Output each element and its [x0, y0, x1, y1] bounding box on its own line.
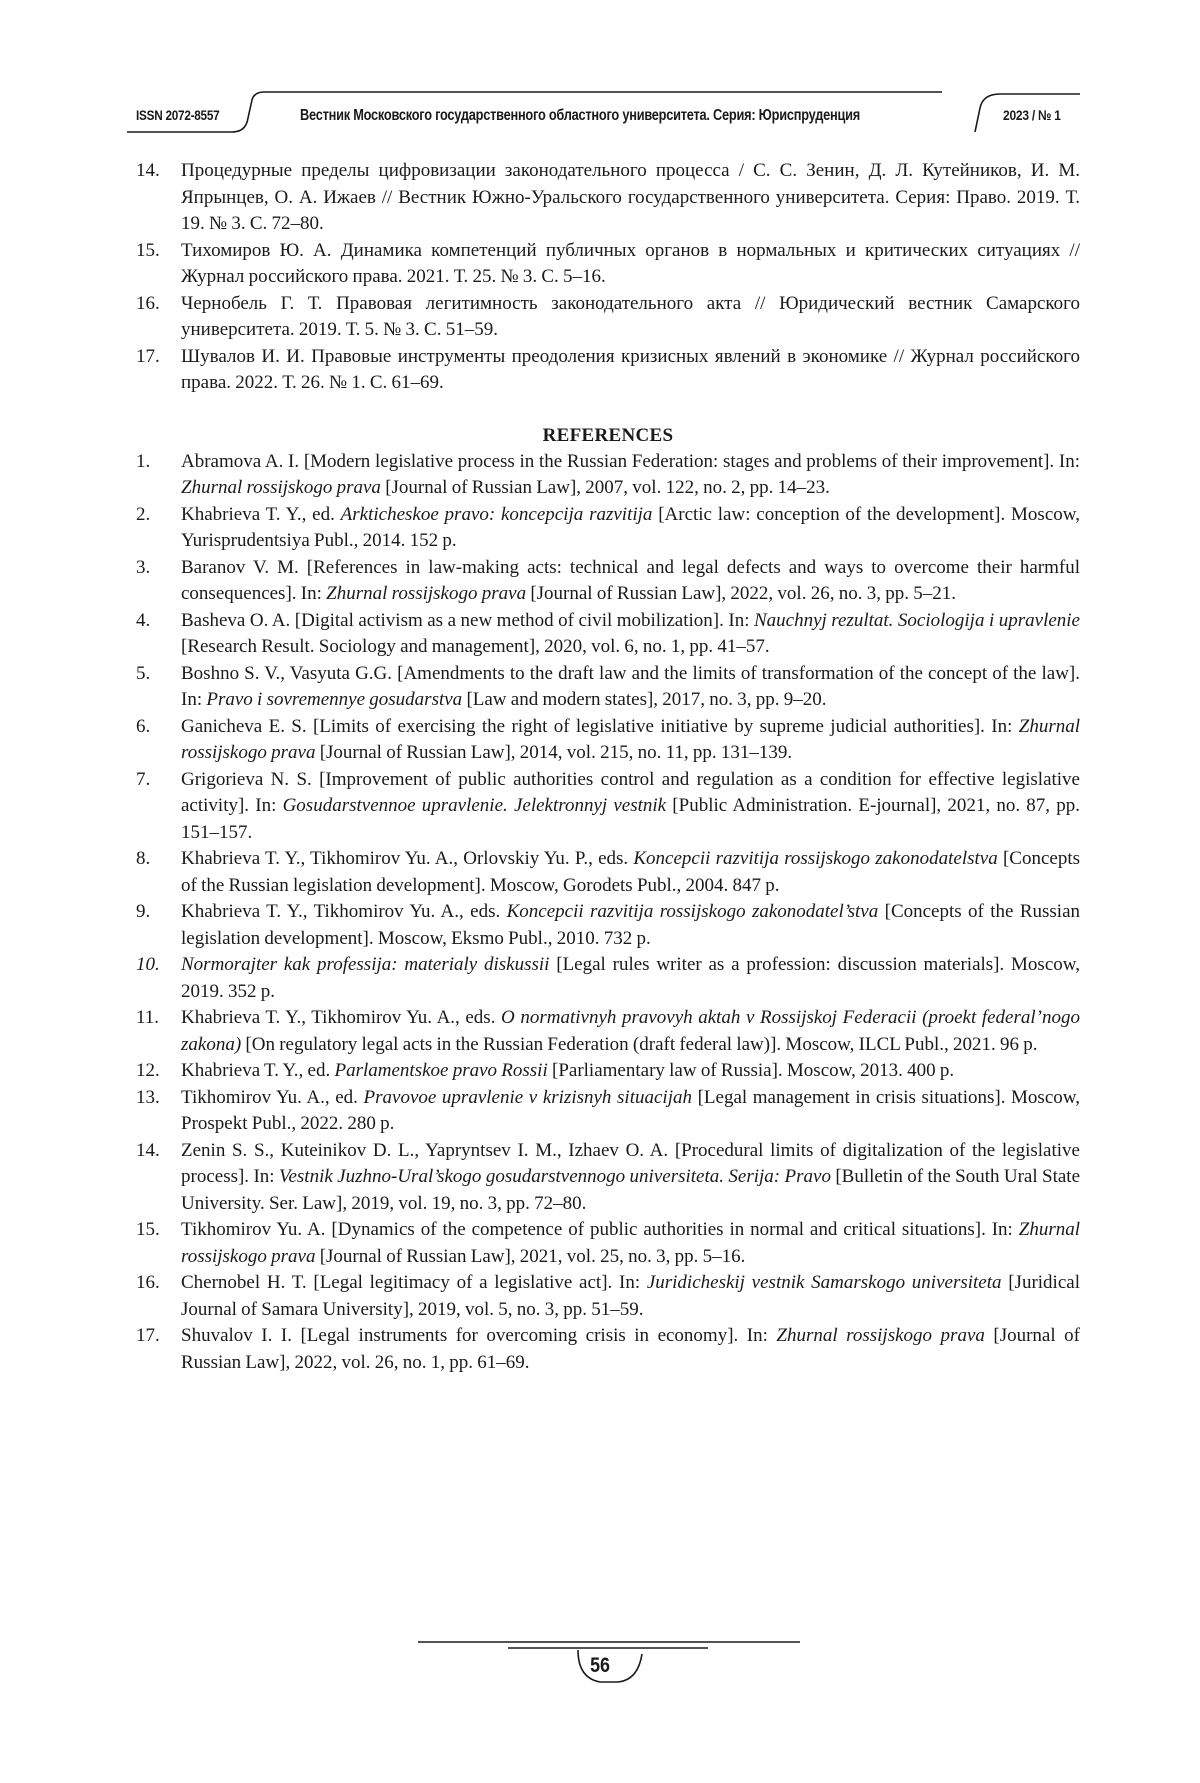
reference-authors: Shuvalov I. I. [Legal instruments for overcoming crisis in economy]. In:	[181, 1325, 777, 1346]
reference-item	[136, 1138, 1080, 1218]
reference-details: [Concepts of the Russian legislation development]. Moscow, Gorodets Publ., 2004. 847 p.	[181, 848, 1080, 896]
reference-source-title: Zhurnal rossijskogo prava	[181, 1219, 1080, 1267]
reference-details: [On regulatory legal acts in the Russian Federation (draft federal law)]. Moscow, ILCL Publ., 2021. 96 p.	[241, 1033, 1038, 1055]
reference-authors: Baranov V. M. [References in law-making acts: technical and legal defects and ways to overcome their harmful consequences]. In:	[181, 556, 1080, 604]
reference-details: [Legal management in crisis situations]. Moscow, Prospekt Publ., 2022. 280 p.	[181, 1086, 1080, 1134]
reference-item	[136, 608, 1080, 661]
reference-item	[136, 1270, 1080, 1323]
reference-details: [Journal of Russian Law], 2021, vol. 25, no. 3, pp. 5–16.	[315, 1245, 746, 1267]
reference-details: [Research Result. Sociology and management], 2020, vol. 6, no. 1, pp. 41–57.	[181, 636, 770, 657]
reference-source-title: Parlamentskoe pravo Rossii	[334, 1060, 548, 1081]
reference-details: [Arctic law: conception of the development]. Moscow, Yurisprudentsiya Publ., 2014. 152 p.	[181, 503, 1080, 551]
reference-details: [Journal of Russian Law], 2022, vol. 26, no. 3, pp. 5–21.	[526, 583, 956, 604]
reference-source-title: Juridicheskij vestnik Samarskogo universiteta	[646, 1272, 1002, 1293]
reference-item	[136, 1323, 1080, 1376]
reference-source-title: Pravo i sovremennye gosudarstva	[206, 689, 463, 710]
reference-source-title: Vestnik Juzhno-Ural’skogo gosudarstvennogo universiteta. Serija: Pravo	[278, 1166, 831, 1187]
reference-item	[136, 158, 1080, 238]
reference-authors: Boshno S. V., Vasyuta G.G. [Amendments to the draft law and the limits of transformation of the concept of the law]. In:	[181, 662, 1080, 710]
reference-text: Процедурные пределы цифровизации законодательного процесса / С. С. Зенин, Д. Л. Кутейников, И. М. Япрынцев, О. А. Ижаев // Вестник Южно-Уральского государственного университета. Серия: Право. 2019. Т. 19. № 3. С. 72–80.	[181, 160, 1080, 234]
reference-item	[136, 1058, 1080, 1085]
reference-number: 17.	[136, 1325, 160, 1346]
reference-item	[136, 1085, 1080, 1138]
reference-details: [Journal of Russian Law], 2022, vol. 26, no. 1, pp. 61–69.	[181, 1325, 1080, 1373]
reference-item	[136, 344, 1080, 397]
reference-source-title: Zhurnal rossijskogo prava	[776, 1325, 985, 1346]
reference-source-title: Koncepcii razvitija rossijskogo zakonodatelstva	[633, 848, 998, 869]
reference-authors: Tikhomirov Yu. A., ed.	[181, 1086, 364, 1108]
reference-source-title: Zhurnal rossijskogo prava	[181, 715, 1080, 763]
english-reference-list	[136, 449, 1080, 1377]
reference-authors: Khabrieva T. Y., Tikhomirov Yu. A., eds.	[181, 901, 507, 922]
issn-label: ISSN 2072-8557	[136, 107, 220, 123]
reference-text: Шувалов И. И. Правовые инструменты преодоления кризисных явлений в экономике // Журнал российского права. 2022. Т. 26. № 1. С. 61–69.	[181, 345, 1080, 393]
reference-authors: Chernobel H. T. [Legal legitimacy of a legislative act]. In:	[181, 1272, 647, 1293]
reference-source-title: Zhurnal rossijskogo prava	[326, 583, 527, 604]
reference-number: 13.	[136, 1086, 160, 1108]
reference-item	[136, 291, 1080, 344]
reference-item	[136, 661, 1080, 714]
reference-authors: Khabrieva T. Y., Tikhomirov Yu. A., eds.	[181, 1007, 502, 1028]
reference-number: 3.	[136, 556, 151, 578]
reference-item	[136, 846, 1080, 899]
reference-details: [Bulletin of the South Ural State University. Ser. Law], 2019, vol. 19, no. 3, pp. 72–80.	[181, 1166, 1081, 1214]
reference-text: Тихомиров Ю. А. Динамика компетенций публичных органов в нормальных и критических ситуациях // Журнал российского права. 2021. Т. 25. № 3. С. 5–16.	[181, 239, 1080, 287]
reference-number: 7.	[136, 768, 151, 790]
reference-authors: Tikhomirov Yu. A. [Dynamics of the competence of public authorities in normal and critical situations]. In:	[181, 1219, 1019, 1240]
reference-authors: Khabrieva T. Y., ed.	[181, 1060, 335, 1081]
reference-source-title: Pravovoe upravlenie v krizisnyh situacijah	[363, 1086, 692, 1108]
reference-authors: Ganicheva E. S. [Limits of exercising the right of legislative initiative by supreme judicial authorities]. In:	[181, 715, 1019, 737]
reference-number: 1.	[136, 450, 151, 472]
reference-authors: Grigorieva N. S. [Improvement of public authorities control and regulation as a condition for effective legislative activity]. In:	[181, 768, 1080, 816]
reference-list	[136, 158, 1080, 1376]
reference-details: [Legal rules writer as a profession: discussion materials]. Moscow, 2019. 352 p.	[181, 954, 1080, 1002]
reference-source-title: Normorajter kak professija: materialy diskussii	[181, 954, 550, 975]
reference-item	[136, 449, 1080, 502]
reference-number: 8.	[136, 848, 151, 869]
issue-label: 2023 / № 1	[1003, 107, 1061, 123]
reference-details: [Parliamentary law of Russia]. Moscow, 2013. 400 p.	[547, 1060, 955, 1081]
page-number: 56	[590, 1654, 610, 1677]
reference-item	[136, 714, 1080, 767]
reference-item	[136, 502, 1080, 555]
reference-authors: Khabrieva T. Y., ed.	[181, 503, 341, 525]
reference-number: 15.	[136, 1219, 160, 1240]
reference-item	[136, 555, 1080, 608]
reference-item	[136, 238, 1080, 291]
reference-source-title: Nauchnyj rezultat. Sociologija i upravlenie	[753, 609, 1080, 631]
reference-details: [Public Administration. E-journal], 2021, no. 87, pp. 151–157.	[181, 795, 1080, 843]
russian-reference-list	[136, 158, 1080, 397]
reference-authors: Abramova A. I. [Modern legislative process in the Russian Federation: stages and problems of their improvement]. In:	[181, 450, 1080, 472]
reference-number: 12.	[136, 1060, 160, 1081]
reference-number: 16.	[136, 1272, 160, 1293]
reference-source-title: Zhurnal rossijskogo prava	[181, 477, 381, 498]
reference-details: [Law and modern states], 2017, no. 3, pp. 9–20.	[462, 689, 827, 710]
reference-authors: Khabrieva T. Y., Tikhomirov Yu. A., Orlovskiy Yu. P., eds.	[181, 848, 634, 869]
reference-source-title: Koncepcii razvitija rossijskogo zakonodatel’stva	[506, 901, 879, 922]
reference-number: 14.	[136, 1139, 160, 1161]
reference-source-title: Arkticheskoe pravo: koncepcija razvitija	[340, 503, 653, 525]
reference-authors: Basheva O. A. [Digital activism as a new method of civil mobilization]. In:	[181, 609, 754, 631]
journal-title: Вестник Московского государственного областного университета. Серия: Юриспруденция	[300, 107, 860, 124]
reference-item	[136, 899, 1080, 952]
reference-number: 4.	[136, 609, 151, 631]
reference-number: 10.	[136, 954, 160, 975]
reference-number: 6.	[136, 715, 151, 737]
reference-item	[136, 767, 1080, 847]
reference-text: Чернобель Г. Т. Правовая легитимность законодательного акта // Юридический вестник Самарского университета. 2019. Т. 5. № 3. С. 51–59.	[181, 292, 1080, 340]
references-heading: REFERENCES	[542, 424, 674, 446]
reference-number: 9.	[136, 901, 151, 922]
reference-details: [Concepts of the Russian legislation development]. Moscow, Eksmo Publ., 2010. 732 p.	[181, 901, 1080, 949]
reference-details: [Journal of Russian Law], 2014, vol. 215, no. 11, pp. 131–139.	[315, 742, 793, 763]
reference-item	[136, 1005, 1080, 1058]
reference-item	[136, 952, 1080, 1005]
reference-number: 2.	[136, 503, 151, 525]
reference-details: [Journal of Russian Law], 2007, vol. 122, no. 2, pp. 14–23.	[380, 477, 830, 498]
reference-source-title: Gosudarstvennoe upravlenie. Jelektronnyj vestnik	[282, 795, 667, 816]
running-header	[0, 0, 1200, 140]
reference-number: 17.	[136, 345, 160, 367]
reference-source-title: O normativnyh pravovyh aktah v Rossijskoj Federacii (proekt federal’nogo zakona)	[181, 1007, 1080, 1055]
reference-number: 16.	[136, 292, 160, 314]
reference-number: 15.	[136, 239, 160, 261]
reference-number: 11.	[136, 1007, 160, 1028]
reference-number: 5.	[136, 662, 151, 684]
reference-details: [Juridical Journal of Samara University], 2019, vol. 5, no. 3, pp. 51–59.	[181, 1272, 1080, 1320]
reference-number: 14.	[136, 160, 160, 181]
reference-item	[136, 1217, 1080, 1270]
reference-authors: Zenin S. S., Kuteinikov D. L., Yapryntsev I. M., Izhaev O. A. [Procedural limits of digitalization of the legislative process]. In:	[181, 1139, 1080, 1187]
